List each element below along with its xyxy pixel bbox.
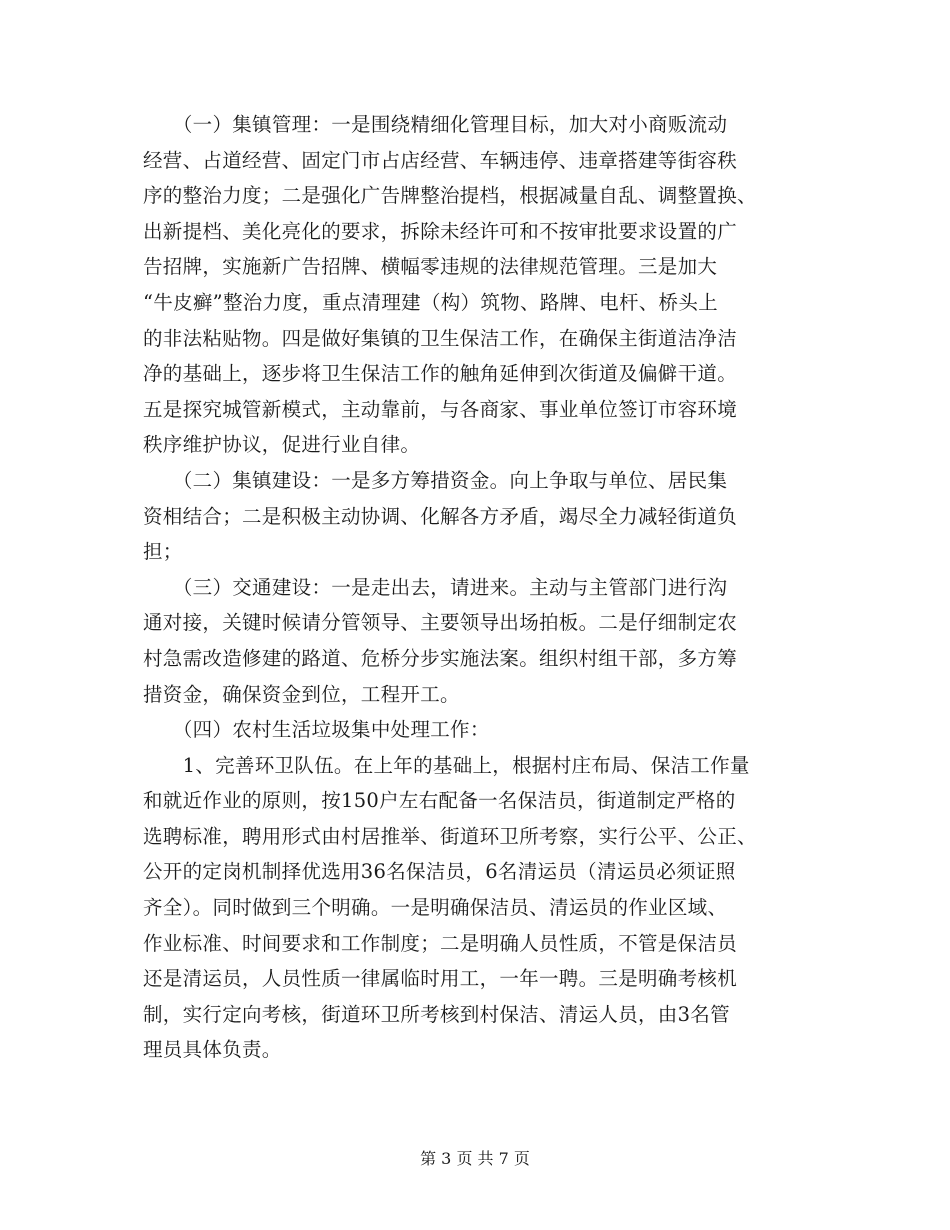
- body-line: 齐全）。同时做到三个明确。一是明确保洁员、清运员的作业区域、: [143, 896, 728, 920]
- body-line: 告招牌，实施新广告招牌、横幅零违规的法律规范管理。三是加大: [143, 255, 718, 279]
- body-line: 五是探究城管新模式，主动靠前，与各商家、事业单位签订市容环境: [143, 397, 738, 421]
- body-line: 序的整治力度；二是强化广告牌整治提档，根据减量自乱、调整置换、: [143, 184, 757, 208]
- body-line: 通对接，关键时候请分管领导、主要领导出场拍板。二是仔细制定农: [143, 611, 738, 635]
- body-line: （三）交通建设：一是走出去，请进来。主动与主管部门进行沟: [143, 575, 728, 599]
- body-line: 经营、占道经营、固定门市占店经营、车辆违停、违章搭建等街容秩: [143, 148, 738, 172]
- body-line: （二）集镇建设：一是多方筹措资金。向上争取与单位、居民集: [143, 468, 728, 492]
- body-line: 净的基础上，逐步将卫生保洁工作的触角延伸到次街道及偏僻干道。: [143, 362, 738, 386]
- body-line: 理员具体负责。: [143, 1038, 282, 1062]
- body-line: 村急需改造修建的路道、危桥分步实施法案。组织村组干部，多方筹: [143, 646, 738, 670]
- body-line: 1、完善环卫队伍。在上年的基础上，根据村庄布局、保洁工作量: [143, 753, 750, 777]
- body-line: 措资金，确保资金到位，工程开工。: [143, 682, 460, 706]
- body-line: 和就近作业的原则，按150户左右配备一名保洁员，街道制定严格的: [143, 789, 736, 813]
- body-line: 制，实行定向考核，街道环卫所考核到村保洁、清运人员，由3名管: [143, 1002, 730, 1026]
- body-line: 资相结合；二是积极主动协调、化解各方矛盾，竭尽全力减轻街道负: [143, 504, 738, 528]
- body-line: 选聘标准，聘用形式由村居推举、街道环卫所考察，实行公平、公正、: [143, 824, 757, 848]
- body-line: “牛皮癣”整治力度，重点清理建（构）筑物、路牌、电杆、桥头上: [143, 290, 718, 314]
- body-line: 还是清运员，人员性质一律属临时用工，一年一聘。三是明确考核机: [143, 967, 738, 991]
- body-line: 公开的定岗机制择优选用36名保洁员，6名清运员（清运员必须证照: [143, 860, 736, 884]
- body-line: 作业标准、时间要求和工作制度；二是明确人员性质，不管是保洁员: [143, 931, 738, 955]
- body-line: （四）农村生活垃圾集中处理工作：: [143, 718, 490, 742]
- document-body: [143, 107, 813, 1068]
- body-line: （一）集镇管理：一是围绕精细化管理目标，加大对小商贩流动: [143, 113, 728, 136]
- body-line: 的非法粘贴物。四是做好集镇的卫生保洁工作，在确保主街道洁净洁: [143, 326, 738, 350]
- body-line: 秩序维护协议，促进行业自律。: [143, 433, 421, 457]
- body-line: 出新提档、美化亮化的要求，拆除未经许可和不按审批要求设置的广: [143, 219, 738, 243]
- body-line: 担；: [143, 540, 183, 564]
- page-number-footer: 第 3 页 共 7 页: [420, 1149, 530, 1168]
